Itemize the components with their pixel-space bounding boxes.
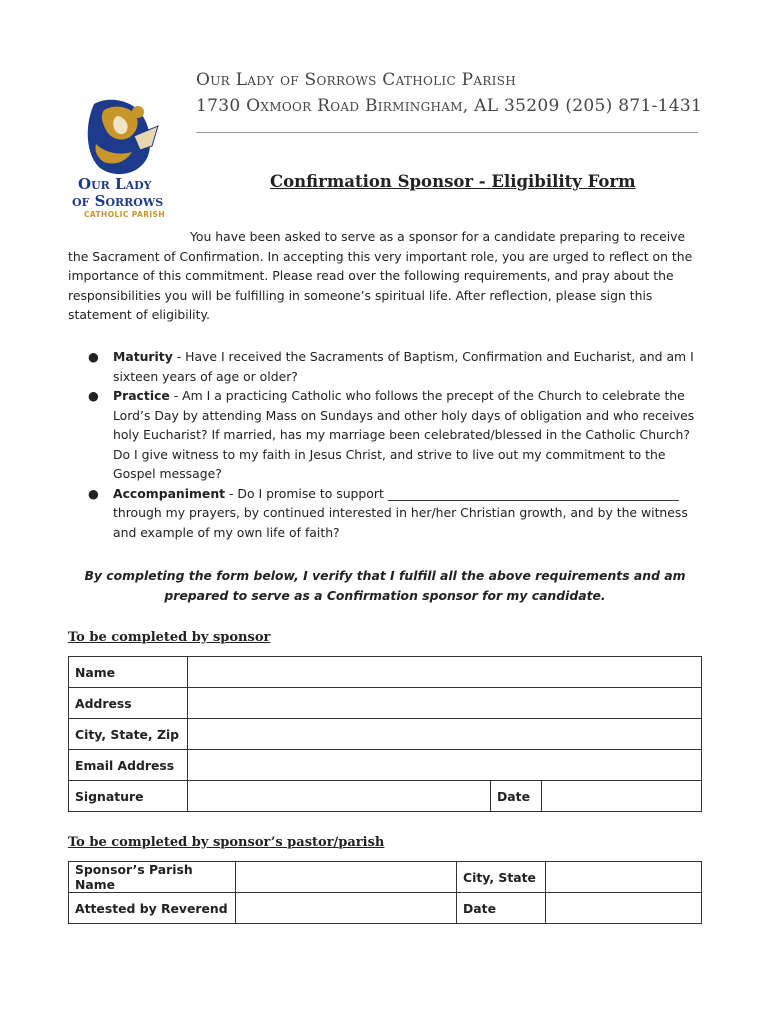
- address-label: Address: [69, 688, 188, 719]
- table-row: [69, 657, 702, 688]
- city-state-field[interactable]: [546, 862, 702, 893]
- table-row: [69, 781, 702, 812]
- parish-name-heading: Our Lady of Sorrows Catholic Parish: [196, 70, 516, 90]
- requirement-text: - Am I a practicing Catholic who follows the precept of the Church to celebrate the Lord’s Day by attending Mass on Sundays and other holy days of obligation and who receives holy Eucharist? If married, has my marriage been celebrated/blessed in the Catholic Church? Do I give witness to my faith in Jesus Christ, and strive to live out my commitment to the Gospel message?: [113, 388, 695, 481]
- email-field[interactable]: [188, 750, 702, 781]
- address-field[interactable]: [188, 688, 702, 719]
- intro-text: You have been asked to serve as a sponsor for a candidate preparing to receive the Sacrament of Confirmation. In accepting this very important role, you are urged to reflect on the importance of this commitment. Please read over the following requirements, and pray about the responsibilities you will be fulfilling in someone’s spiritual life. After reflection, please sign this statement of eligibility.: [68, 229, 693, 322]
- requirements-list: [68, 347, 698, 542]
- date-field[interactable]: [542, 781, 702, 812]
- form-title: Confirmation Sponsor - Eligibility Form: [270, 172, 636, 191]
- email-label: Email Address: [69, 750, 188, 781]
- parish-name-field[interactable]: [236, 862, 457, 893]
- verification-statement: By completing the form below, I verify that I fulfill all the above requirements and am prepared to serve as a Confirmation sponsor for my candidate.: [84, 568, 686, 603]
- requirement-text: - Have I received the Sacraments of Baptism, Confirmation and Eucharist, and am I sixteen years of age or older?: [113, 349, 694, 384]
- parish-address-heading: 1730 Oxmoor Road Birmingham, AL 35209 (205) 871-1431: [196, 96, 703, 116]
- pastor-section-title: To be completed by sponsor’s pastor/parish: [68, 835, 385, 850]
- sponsor-section-title: To be completed by sponsor: [68, 630, 271, 645]
- table-row: [69, 719, 702, 750]
- requirement-term: Accompaniment: [113, 485, 226, 501]
- name-label: Name: [69, 657, 188, 688]
- signature-label: Signature: [69, 781, 188, 812]
- bullet-icon: ●: [88, 485, 99, 501]
- logo-subtitle: CATHOLIC PARISH: [84, 210, 166, 219]
- list-item: [68, 484, 698, 543]
- intro-paragraph: [68, 227, 698, 325]
- city-state-label: City, State: [457, 862, 546, 893]
- sponsor-form-table: [68, 656, 702, 812]
- attested-field[interactable]: [236, 893, 457, 924]
- requirement-text: - Do I promise to support _______________________________________________ through my prayers, by continued interested in her/her Christian growth, and by the witness and example of my own life of faith?: [113, 485, 688, 540]
- requirement-term: Maturity: [113, 349, 173, 364]
- pastor-date-field[interactable]: [546, 893, 702, 924]
- bullet-icon: ●: [88, 349, 99, 364]
- signature-field[interactable]: [188, 781, 491, 812]
- parish-name-label: Sponsor’s Parish Name: [69, 862, 236, 893]
- city-state-zip-label: City, State, Zip: [69, 719, 188, 750]
- table-row: [69, 688, 702, 719]
- bullet-icon: ●: [88, 388, 99, 403]
- header-divider: [196, 132, 698, 133]
- table-row: [69, 893, 702, 924]
- list-item: [68, 347, 698, 386]
- list-item: [68, 386, 698, 484]
- date-label: Date: [491, 781, 542, 812]
- table-row: [69, 750, 702, 781]
- attested-label: Attested by Reverend: [69, 893, 236, 924]
- table-row: [69, 862, 702, 893]
- name-field[interactable]: [188, 657, 702, 688]
- logo-name-line2: of Sorrows: [72, 192, 164, 210]
- city-state-zip-field[interactable]: [188, 719, 702, 750]
- pastor-form-table: [68, 861, 702, 924]
- logo-name-line1: Our Lady: [78, 175, 152, 193]
- requirement-term: Practice: [113, 388, 170, 403]
- pastor-date-label: Date: [457, 893, 546, 924]
